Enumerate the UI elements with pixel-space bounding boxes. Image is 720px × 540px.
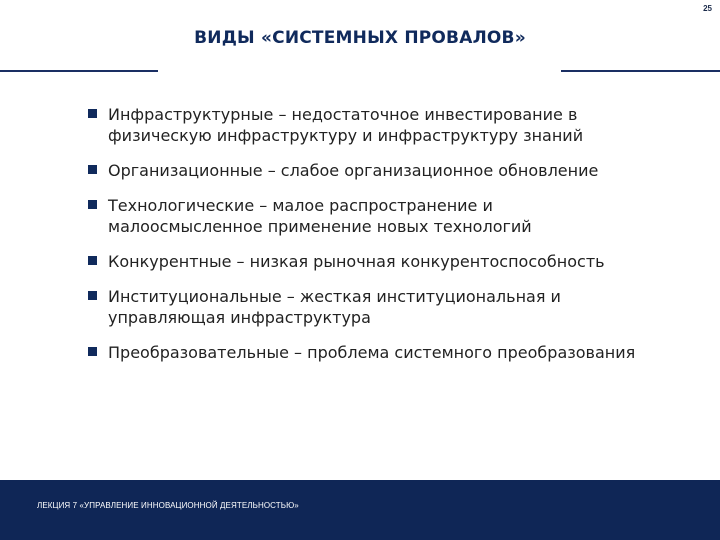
footer-bar bbox=[0, 480, 720, 540]
bullet-text: Организационные – слабое организационное обновление bbox=[108, 161, 599, 180]
bullet-text: Технологические – малое распространение и малоосмысленное применение новых технологий bbox=[108, 196, 532, 236]
square-bullet-icon bbox=[88, 347, 97, 356]
square-bullet-icon bbox=[88, 200, 97, 209]
page-number: 25 bbox=[703, 4, 712, 13]
bullet-item-organizational bbox=[88, 160, 648, 181]
bullet-text: Институциональные – жесткая институциональная и управляющая инфраструктура bbox=[108, 287, 561, 327]
bullet-item-technological bbox=[88, 195, 648, 237]
bullet-item-competitive bbox=[88, 251, 648, 272]
square-bullet-icon bbox=[88, 165, 97, 174]
title-rule-right bbox=[561, 70, 720, 72]
bullet-text: Инфраструктурные – недостаточное инвестирование в физическую инфраструктуру и инфраструктуру знаний bbox=[108, 105, 584, 145]
bullet-text: Преобразовательные – проблема системного преобразования bbox=[108, 343, 636, 362]
square-bullet-icon bbox=[88, 256, 97, 265]
square-bullet-icon bbox=[88, 109, 97, 118]
bullet-item-institutional bbox=[88, 286, 648, 328]
title-rule-left bbox=[0, 70, 158, 72]
bullet-item-transformational bbox=[88, 342, 648, 363]
bullet-list bbox=[88, 104, 648, 363]
square-bullet-icon bbox=[88, 291, 97, 300]
bullet-text: Конкурентные – низкая рыночная конкурентоспособность bbox=[108, 252, 605, 271]
slide-title: ВИДЫ «СИСТЕМНЫХ ПРОВАЛОВ» bbox=[194, 28, 526, 48]
bullet-item-infrastructure bbox=[88, 104, 648, 146]
footer-lecture-title: ЛЕКЦИЯ 7 «УПРАВЛЕНИЕ ИННОВАЦИОННОЙ ДЕЯТЕЛЬНОСТЬЮ» bbox=[37, 501, 299, 510]
